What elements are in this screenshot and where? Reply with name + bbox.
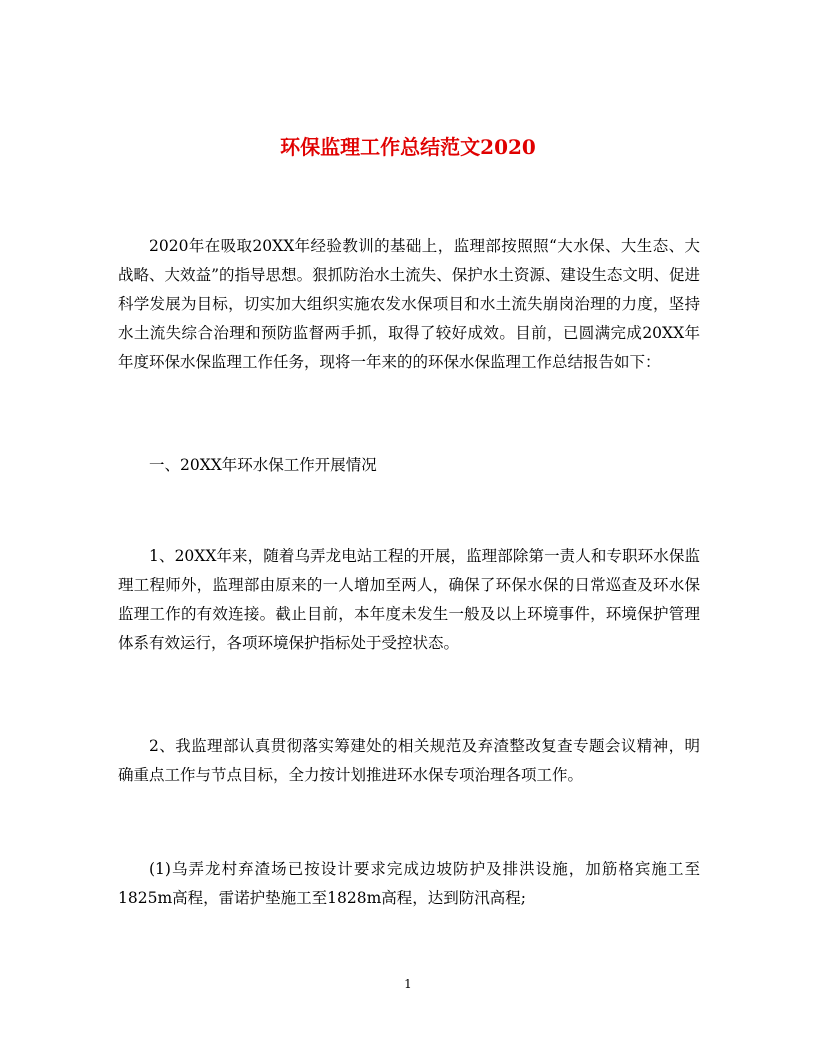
body-paragraph-3: (1)乌弄龙村弃渣场已按设计要求完成边坡防护及排洪设施，加筋格宾施工至1825m高程，雷诺护垫施工至1828m高程，达到防汛高程; xyxy=(118,860,700,907)
section-heading: 一、20XX年环水保工作开展情况 xyxy=(149,456,377,474)
intro-paragraph: 2020年在吸取20XX年经验教训的基础上，监理部按照照“大水保、大生态、大战略、大效益”的指导思想。狠抓防治水土流失、保护水土资源、建设生态文明、促进科学发展为目标，切实加大组织实施农发水保项目和水土流失崩岗治理的力度，坚持水土流失综合治理和预防监督两手抓，取得了较好成效。目前，已圆满完成20XX年年度环保水保监理工作任务，现将一年来的的环保水保监理工作总结报告如下： xyxy=(118,237,700,371)
document-title: 环保监理工作总结范文2020 xyxy=(280,135,536,159)
body-paragraph-1: 1、20XX年来，随着乌弄龙电站工程的开展，监理部除第一责人和专职环水保监理工程师外，监理部由原来的一人增加至两人，确保了环保水保的日常巡查及环水保监理工作的有效连接。截止目前，本年度未发生一般及以上环境事件，环境保护管理体系有效运行，各项环境保护指标处于受控状态。 xyxy=(118,547,700,652)
body-paragraph-2: 2、我监理部认真贯彻落实筹建处的相关规范及弃渣整改复查专题会议精神，明确重点工作与节点目标，全力按计划推进环水保专项治理各项工作。 xyxy=(118,737,700,784)
page-number: 1 xyxy=(404,977,412,991)
